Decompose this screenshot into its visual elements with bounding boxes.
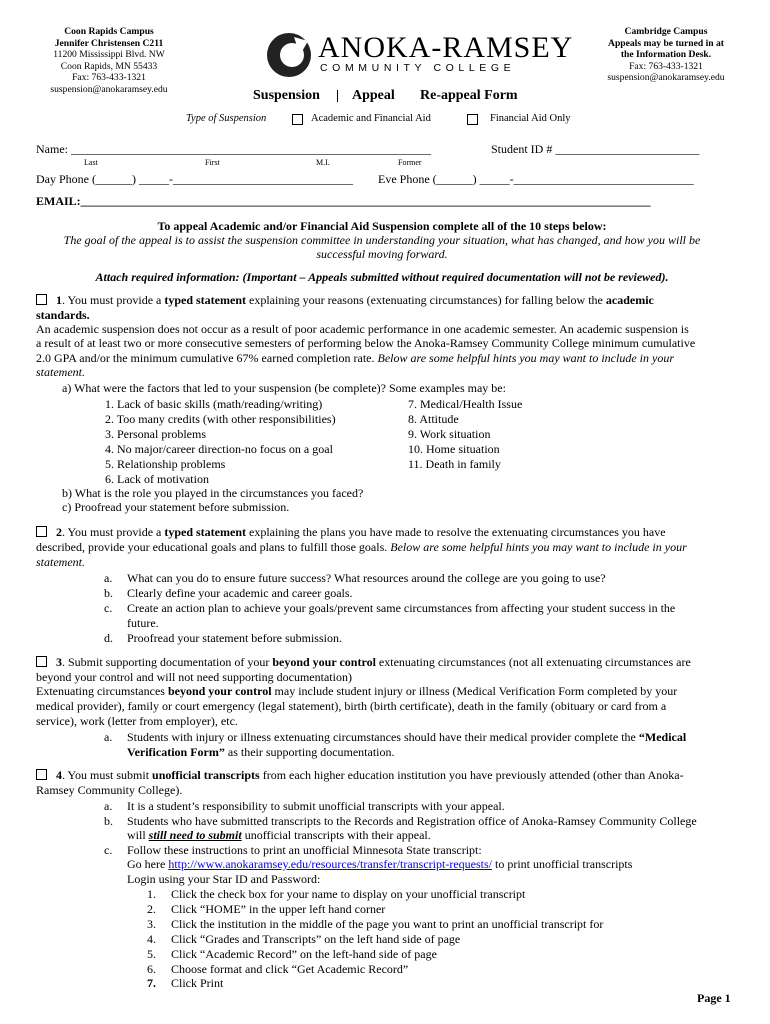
title-divider bbox=[337, 90, 338, 102]
transcript-step: Click the institution in the middle of the page you want to print an unofficial transcript for bbox=[171, 916, 604, 931]
factor-item: 3. Personal problems bbox=[105, 426, 206, 441]
step4-b1: Students who have submitted transcripts to the Records and Registration office of Anoka-Ramsey Community College bbox=[127, 814, 697, 828]
student-id-field[interactable]: Student ID # ________________________ bbox=[491, 142, 700, 156]
cambridge-fax: Fax: 763-433-1321 bbox=[629, 60, 703, 72]
step4-pre: . You must submit bbox=[62, 768, 153, 782]
cambridge-note1: Appeals may be turned in at bbox=[608, 37, 724, 49]
attach-notice: Attach required information: (Important – Appeals submitted without required documentation will not be reviewed). bbox=[95, 270, 669, 284]
step3-a2-bold: Verification Form” bbox=[127, 745, 225, 759]
step1-post: explaining your reasons (extenuating circumstances) for falling below the bbox=[246, 293, 606, 307]
step2-line2 bbox=[36, 540, 728, 555]
step4-c1: Follow these instructions to print an unofficial Minnesota State transcript: bbox=[127, 843, 482, 857]
step1-bold3: standards. bbox=[36, 308, 90, 322]
step3-line5: service), work (letter from employer), etc. bbox=[36, 714, 238, 728]
title-suspension: Suspension bbox=[253, 88, 320, 103]
step2-item-text: Proofread your statement before submission. bbox=[127, 630, 342, 645]
step4-key-c: c. bbox=[104, 843, 113, 857]
step3-line2: beyond your control and will not need supporting documentation) bbox=[36, 670, 352, 684]
step3-checkbox[interactable] bbox=[36, 656, 47, 667]
step1-p3a: 2.0 GPA and/or the minimum cumulative 67% earned completion rate. bbox=[36, 351, 378, 365]
step3-line4: medical provider), family or court emergency (legal statement), birth (birth certificate), death in the family (obituary or card from a bbox=[36, 699, 667, 713]
step2-post: explaining the plans you have made to resolve the extenuating circumstances you have bbox=[246, 525, 666, 539]
step3-l3a: Extenuating circumstances bbox=[36, 684, 168, 698]
step1-p4: statement. bbox=[36, 365, 85, 379]
factor-item: 2. Too many credits (with other responsibilities) bbox=[105, 411, 336, 426]
step3-a1 bbox=[127, 730, 686, 745]
factor-item: 9. Work situation bbox=[408, 426, 491, 441]
step3-bold: beyond your control bbox=[272, 655, 376, 669]
step3-a1-text: Students with injury or illness extenuating circumstances should have their medical provider complete the bbox=[127, 730, 639, 744]
step2-item-text: future. bbox=[127, 615, 159, 630]
name-sub-mi: M.I. bbox=[316, 158, 330, 167]
coon-rapids-contact-name: Jennifer Christensen C211 bbox=[54, 37, 164, 49]
transcript-step-number: 5. bbox=[147, 946, 156, 961]
step1-p1: An academic suspension does not occur as a result of poor academic performance in one academic semester. An academic suspension is bbox=[36, 322, 689, 336]
step4-checkbox[interactable] bbox=[36, 769, 47, 780]
factor-item: 8. Attitude bbox=[408, 411, 459, 426]
transcript-step-number: 2. bbox=[147, 901, 156, 916]
college-logo-mark-icon bbox=[264, 27, 314, 83]
step4-key-a: a. bbox=[104, 799, 113, 813]
step1-bold2: academic bbox=[605, 293, 654, 307]
step4-bold: unofficial transcripts bbox=[152, 768, 260, 782]
factor-item: 4. No major/career direction-no focus on a goal bbox=[105, 441, 333, 456]
step1-qb: b) What is the role you played in the circumstances you faced? bbox=[62, 486, 364, 500]
college-logo-subtitle: COMMUNITY COLLEGE bbox=[320, 62, 516, 74]
factor-item: 7. Medical/Health Issue bbox=[408, 397, 523, 411]
name-sub-first: First bbox=[205, 158, 220, 167]
step3-l3c: may include student injury or illness (Medical Verification Form completed by your bbox=[271, 684, 678, 698]
transcript-step-number: 7. bbox=[147, 976, 156, 991]
step4-b2b: still need to submit bbox=[148, 828, 242, 842]
day-phone-field[interactable]: Day Phone (______) _____-______________________________ bbox=[36, 172, 353, 186]
step4-line1 bbox=[36, 768, 728, 783]
step4-number: 4 bbox=[56, 768, 62, 782]
step3-post: extenuating circumstances (not all extenuating circumstances are bbox=[375, 655, 691, 669]
step1-p3 bbox=[36, 351, 728, 366]
step3-a2-text: as their supporting documentation. bbox=[224, 745, 395, 759]
step2-line3: statement. bbox=[36, 555, 85, 569]
name-sub-former: Former bbox=[398, 158, 422, 167]
step3-a-key: a. bbox=[104, 730, 113, 744]
step3-number: 3 bbox=[56, 655, 62, 669]
step2-pre: . You must provide a bbox=[62, 525, 165, 539]
step2-bold: typed statement bbox=[164, 525, 246, 539]
title-appeal: Appeal bbox=[352, 88, 395, 103]
transcript-step: Click Print bbox=[171, 976, 224, 991]
name-field[interactable]: Name: ____________________________________________________________ bbox=[36, 142, 431, 156]
step4-line2: Ramsey Community College). bbox=[36, 783, 183, 797]
step3-line1 bbox=[36, 655, 728, 670]
transcript-requests-link[interactable]: http://www.anokaramsey.edu/resources/transfer/transcript-requests/ bbox=[168, 857, 492, 871]
transcript-step: Click “Grades and Transcripts” on the left hand side of page bbox=[171, 931, 461, 946]
step1-qa: a) What were the factors that led to your suspension (be complete)? Some examples may be: bbox=[62, 381, 506, 395]
step2-item-text: What can you do to ensure future success? What resources around the college are you going to use? bbox=[127, 571, 606, 585]
step1-line1 bbox=[36, 293, 728, 308]
transcript-step: Click “HOME” in the upper left hand corner bbox=[171, 901, 386, 916]
step4-b2c: unofficial transcripts with their appeal. bbox=[241, 828, 431, 842]
step1-number: 1 bbox=[56, 293, 62, 307]
step1-bold: typed statement bbox=[164, 293, 246, 307]
step2-item-key: b. bbox=[104, 585, 113, 600]
step2-l2a: described, provide your educational goals and plans to fulfill those goals. bbox=[36, 540, 391, 554]
step4-c2a: Go here bbox=[127, 857, 169, 871]
step4-post: from each higher education institution you have previously attended (other than Anoka- bbox=[259, 768, 684, 782]
step4-key-b: b. bbox=[104, 814, 113, 828]
type-of-suspension-label: Type of Suspension bbox=[186, 113, 267, 124]
factor-item: 5. Relationship problems bbox=[105, 456, 226, 471]
page-number: Page 1 bbox=[697, 991, 731, 1005]
step4-c2 bbox=[127, 857, 632, 872]
coon-rapids-email: suspension@anokaramsey.edu bbox=[50, 83, 168, 95]
college-logo-name: ANOKA-RAMSEY bbox=[318, 31, 574, 64]
eve-phone-field[interactable]: Eve Phone (______) _____-______________________________ bbox=[378, 172, 694, 186]
coon-rapids-address1: 11200 Mississippi Blvd. NW bbox=[53, 49, 165, 61]
financial-aid-only-label: Financial Aid Only bbox=[490, 113, 571, 124]
coon-rapids-campus: Coon Rapids Campus bbox=[64, 26, 154, 37]
step3-l3b: beyond your control bbox=[167, 684, 272, 698]
step3-a1-bold: “Medical bbox=[638, 730, 687, 744]
title-reappeal: Re-appeal Form bbox=[420, 88, 518, 103]
goal-line2: successful moving forward. bbox=[316, 247, 448, 261]
step2-item-text: Clearly define your academic and career goals. bbox=[127, 585, 353, 600]
academic-financial-aid-checkbox[interactable] bbox=[292, 114, 303, 125]
email-field[interactable]: EMAIL:_______________________________________________________________________________________________ bbox=[36, 194, 651, 208]
step3-a2 bbox=[127, 745, 395, 760]
coon-rapids-fax: Fax: 763-433-1321 bbox=[72, 72, 146, 84]
step2-item-key: d. bbox=[104, 630, 113, 645]
cambridge-email: suspension@anokaramsey.edu bbox=[607, 72, 725, 84]
transcript-step-number: 4. bbox=[147, 931, 156, 946]
factor-item: 11. Death in family bbox=[408, 456, 501, 471]
step2-number: 2 bbox=[56, 525, 62, 539]
step3-line3 bbox=[36, 684, 728, 699]
step2-line1 bbox=[36, 525, 728, 540]
cambridge-note2: the Information Desk. bbox=[620, 49, 712, 61]
transcript-step: Click “Academic Record” on the left-hand side of page bbox=[171, 946, 437, 961]
factor-item: 1. Lack of basic skills (math/reading/writing) bbox=[105, 397, 323, 411]
factor-item: 10. Home situation bbox=[408, 441, 500, 456]
goal-line1: The goal of the appeal is to assist the suspension committee in understanding your situation, what has changed, and how you will be bbox=[63, 233, 701, 247]
step1-checkbox[interactable] bbox=[36, 294, 47, 305]
factor-item: 6. Lack of motivation bbox=[105, 471, 209, 486]
transcript-step: Click the check box for your name to display on your unofficial transcript bbox=[171, 887, 526, 901]
transcript-step-number: 1. bbox=[147, 887, 156, 901]
step1-pre: . You must provide a bbox=[62, 293, 165, 307]
name-sub-last: Last bbox=[84, 158, 98, 167]
cambridge-campus: Cambridge Campus bbox=[624, 26, 708, 37]
step2-item-text: Create an action plan to achieve your goals/prevent same circumstances from affecting your student success in the bbox=[127, 600, 676, 615]
step4-b2 bbox=[127, 828, 431, 843]
step4-c3: Login using your Star ID and Password: bbox=[127, 872, 321, 886]
step4-b2a: will bbox=[127, 828, 149, 842]
cambridge-contact bbox=[578, 26, 754, 84]
academic-financial-aid-label: Academic and Financial Aid bbox=[311, 113, 431, 124]
transcript-step-number: 6. bbox=[147, 961, 156, 976]
step1-p3b: Below are some helpful hints you may want to include in your bbox=[377, 351, 674, 365]
step4-c2b: to print unofficial transcripts bbox=[492, 857, 633, 871]
step2-checkbox[interactable] bbox=[36, 526, 47, 537]
transcript-step-number: 3. bbox=[147, 916, 156, 931]
step3-pre: . Submit supporting documentation of your bbox=[62, 655, 273, 669]
transcript-step: Choose format and click “Get Academic Record” bbox=[171, 961, 409, 976]
financial-aid-only-checkbox[interactable] bbox=[467, 114, 478, 125]
step1-p2: a result of at least two or more consecutive semesters of performing below the Anoka-Ramsey Community College minimum cumulative bbox=[36, 336, 696, 350]
coon-rapids-address2: Coon Rapids, MN 55433 bbox=[60, 60, 158, 72]
step1-qc: c) Proofread your statement before submission. bbox=[62, 500, 290, 514]
step2-item-key: a. bbox=[104, 571, 113, 585]
steps-heading: To appeal Academic and/or Financial Aid Suspension complete all of the 10 steps below: bbox=[157, 219, 607, 233]
coon-rapids-contact bbox=[18, 26, 200, 96]
step4-a: It is a student’s responsibility to submit unofficial transcripts with your appeal. bbox=[127, 799, 505, 813]
step2-l2b: Below are some helpful hints you may want to include in your bbox=[390, 540, 687, 554]
step2-item-key: c. bbox=[104, 600, 113, 615]
